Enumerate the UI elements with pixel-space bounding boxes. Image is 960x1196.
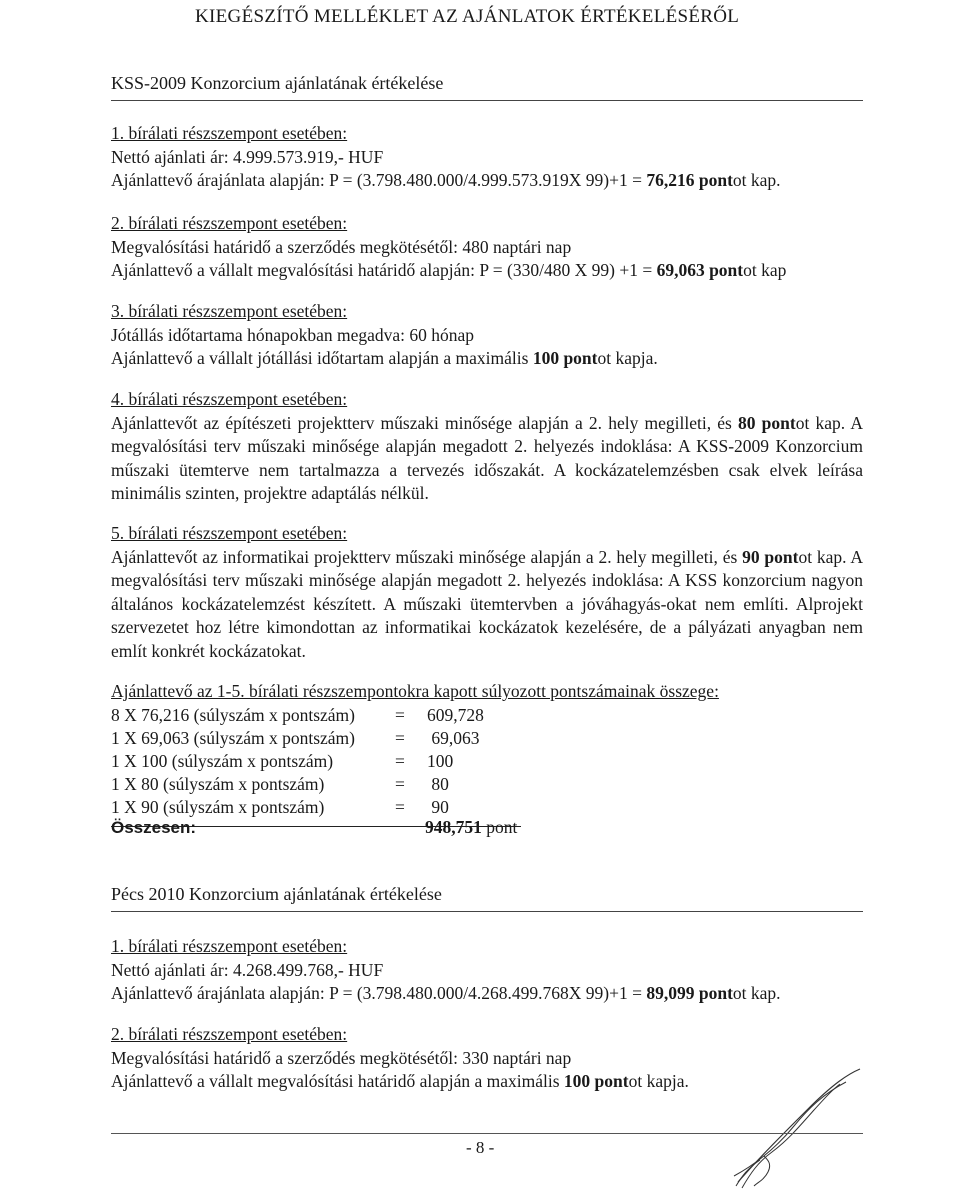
criterion-text: Ajánlattevőt az építészeti projektterv műszaki minősége alapján a 2. hely megilleti, és 80 pontot kap. A megvalósítási terv műszaki minősége alapján megadott 2. helyezés indoklása: A KSS-2009 Konzorcium műszaki ütemterve nem tartalmazza a tervezés időszakát. A kockázatelemzésben csak elvek leírása minimális szinten, projektre adaptálás nélkül. xyxy=(111,412,863,503)
page-number: - 8 - xyxy=(466,1138,495,1157)
criterion-title: 2. bírálati részszempont esetében: xyxy=(111,1024,348,1044)
kss-criterion-4 xyxy=(111,388,863,506)
kss-criterion-1 xyxy=(111,122,863,193)
warranty-line: Jótállás időtartama hónapokban megadva: 60 hónap xyxy=(111,324,475,345)
criterion-title: 5. bírálati részszempont esetében: xyxy=(111,523,348,543)
score-line: Ajánlattevő a vállalt jótállási időtartam alapján a maximális 100 pontot kapja. xyxy=(111,348,658,368)
criterion-text: Ajánlattevőt az informatikai projektterv műszaki minősége alapján a 2. hely megilleti, és 90 pontot kap. A megvalósítási terv műszaki minősége alapján megadott 2. helyezés indoklása: A KSS konzorcium nagyon általános kockázatelemzést készített. A műszaki ütemtervben a jóváhagyás-okat nem említi. Alprojekt szervezetet hoz létre kimondottan az informatikai kockázatok kezelésére, de a pályázati anyagban nem említ konkrét kockázatokat. xyxy=(111,546,863,661)
total-label: Összesen: xyxy=(111,818,197,837)
section-heading-kss: KSS-2009 Konzorcium ajánlatának értékelése xyxy=(111,72,863,101)
criterion-title: 1. bírálati részszempont esetében: xyxy=(111,936,348,956)
summary-title: Ajánlattevő az 1-5. bírálati részszempontokra kapott súlyozott pontszámainak összege: xyxy=(111,681,719,701)
pecs-criterion-1 xyxy=(111,935,863,1006)
section-heading-pecs: Pécs 2010 Konzorcium ajánlatának értékelése xyxy=(111,883,863,912)
deadline-line: Megvalósítási határidő a szerződés megkötésétől: 330 naptári nap xyxy=(111,1047,572,1068)
criterion-title: 3. bírálati részszempont esetében: xyxy=(111,301,348,321)
criterion-title: 1. bírálati részszempont esetében: xyxy=(111,123,348,143)
criterion-title: 4. bírálati részszempont esetében: xyxy=(111,389,348,409)
criterion-title: 2. bírálati részszempont esetében: xyxy=(111,213,348,233)
net-price-line: Nettó ajánlati ár: 4.268.499.768,- HUF xyxy=(111,959,384,980)
signature-icon xyxy=(728,1064,868,1194)
total-value: 948,751 pont xyxy=(425,817,518,837)
kss-criterion-3 xyxy=(111,300,863,371)
footer-divider xyxy=(111,1133,863,1134)
score-line: Ajánlattevő árajánlata alapján: P = (3.798.480.000/4.999.573.919X 99)+1 = 76,216 pontot kap. xyxy=(111,170,781,190)
kss-criterion-5 xyxy=(111,522,863,663)
kss-criterion-2 xyxy=(111,212,863,283)
deadline-line: Megvalósítási határidő a szerződés megkötésétől: 480 naptári nap xyxy=(111,236,572,257)
page-title: KIEGÉSZÍTŐ MELLÉKLET AZ AJÁNLATOK ÉRTÉKELÉSÉRŐL xyxy=(195,6,740,27)
score-line: Ajánlattevő a vállalt megvalósítási határidő alapján: P = (330/480 X 99) +1 = 69,063 pontot kap xyxy=(111,260,787,280)
score-line: Ajánlattevő árajánlata alapján: P = (3.798.480.000/4.268.499.768X 99)+1 = 89,099 pontot kap. xyxy=(111,983,781,1003)
net-price-line: Nettó ajánlati ár: 4.999.573.919,- HUF xyxy=(111,146,384,167)
score-line: Ajánlattevő a vállalt megvalósítási határidő alapján a maximális 100 pontot kapja. xyxy=(111,1071,689,1091)
